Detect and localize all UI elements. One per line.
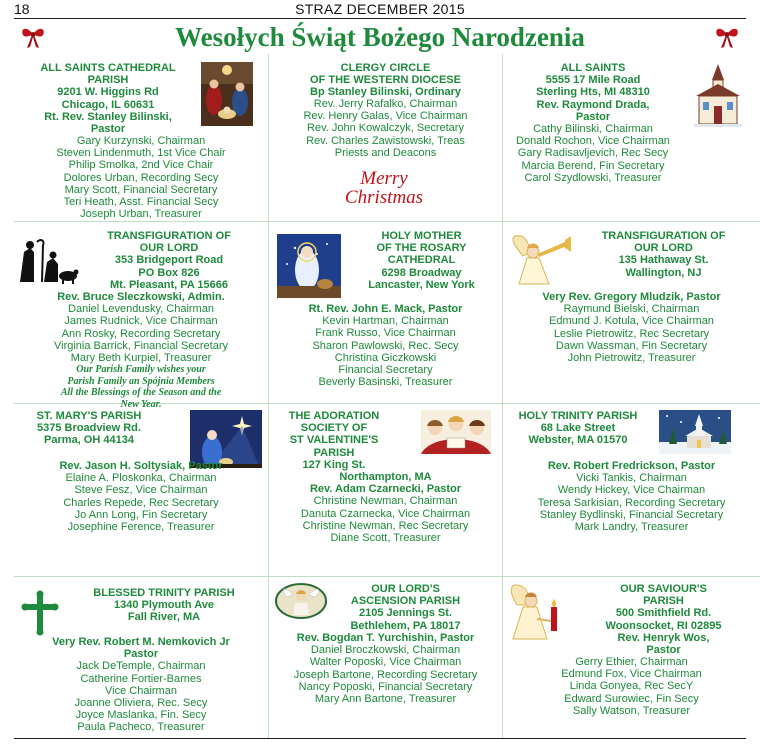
pastor-title: Pastor bbox=[123, 648, 159, 661]
pastor-name: Rev. Bogdan T. Yurchishin, Pastor bbox=[296, 632, 475, 644]
officer: Rev. Jerry Rafalko, Chairman bbox=[313, 98, 458, 110]
officer-list bbox=[14, 460, 268, 533]
officer-list bbox=[269, 471, 502, 544]
parish-card bbox=[269, 222, 502, 403]
parish-name: OF THE WESTERN DIOCESE bbox=[310, 74, 461, 87]
parish-city: Mt. Pleasant, PA 15666 bbox=[110, 278, 228, 291]
parish-header bbox=[309, 583, 502, 632]
nativity-painting bbox=[201, 62, 253, 126]
parish-card bbox=[269, 54, 502, 221]
officer: Paula Pacheco, Treasurer bbox=[77, 721, 205, 734]
parish-card bbox=[14, 404, 268, 576]
officer: Jack DeTemple, Chairman bbox=[76, 660, 206, 673]
officer: Joseph Urban, Treasurer bbox=[80, 208, 202, 221]
parish-city: Woonsocket, RI 02895 bbox=[605, 619, 722, 632]
parish-header bbox=[567, 230, 760, 279]
parish-name: ST. MARY'S PARISH bbox=[36, 410, 142, 422]
officer: Carol Szydlowski, Treasurer bbox=[524, 171, 662, 184]
officer-list bbox=[503, 291, 760, 364]
parish-name: TRANSFIGURATION OF bbox=[601, 230, 726, 242]
carolers-image bbox=[421, 410, 491, 454]
parish-name: HOLY TRINITY PARISH bbox=[518, 410, 638, 422]
footer-rule bbox=[14, 738, 746, 739]
officer: Jo Ann Long, Fin Secretary bbox=[74, 508, 208, 521]
officer: Philip Smolka, 2nd Vice Chair bbox=[68, 159, 214, 172]
parish-name: OF THE ROSARY bbox=[376, 242, 467, 255]
pastor-name: Rev. Raymond Drada, bbox=[536, 98, 650, 111]
officer: Rev. John Kowalczyk, Secretary bbox=[307, 122, 464, 135]
parish-name: ASCENSION PARISH bbox=[350, 595, 461, 608]
pastor-name: Rev. Bruce Sleczkowski, Admin. bbox=[57, 291, 225, 303]
officer: Mark Landry, Treasurer bbox=[574, 521, 689, 534]
pastor-name: Bp Stanley Bilinski, Ordinary bbox=[310, 86, 461, 99]
page-header bbox=[14, 0, 746, 18]
officer: Walter Poposki, Vice Chairman bbox=[309, 656, 462, 669]
officer: Virginia Barrick, Financial Secretary bbox=[53, 339, 229, 352]
officer: Teresa Sarkisian, Recording Secretary bbox=[537, 496, 726, 509]
officer-list bbox=[14, 135, 268, 220]
parish-name: OUR LORD bbox=[139, 242, 199, 255]
parish-header bbox=[269, 62, 502, 99]
parish-city: Sterling Hts, MI 48310 bbox=[536, 86, 650, 99]
shepherd-silhouette bbox=[18, 238, 78, 284]
officer: Leslie Pietrowitz, Rec Secretary bbox=[553, 327, 710, 340]
officer: Daniel Broczkowski, Chairman bbox=[310, 644, 461, 657]
greeting-line: Our Parish Family wishes your bbox=[76, 364, 206, 375]
parish-card bbox=[503, 54, 760, 221]
parish-header bbox=[341, 230, 502, 291]
officer: Marcia Berend, Fin Secretary bbox=[521, 159, 665, 172]
pastor-title: Pastor bbox=[646, 644, 681, 657]
officer: Nancy Poposki, Financial Secretary bbox=[298, 680, 473, 693]
officer: Dolores Urban, Recording Secy bbox=[63, 171, 219, 184]
greeting-line: Parish Family an Spójnia Members bbox=[67, 375, 215, 387]
officer: Raymund Bielski, Chairman bbox=[563, 303, 700, 316]
officer: Priests and Deacons bbox=[334, 146, 437, 159]
parish-header bbox=[60, 587, 268, 624]
officer: Gary Radisavljevich, Rec Secy bbox=[517, 147, 669, 160]
parish-name: OUR LORD'S bbox=[371, 583, 440, 595]
parish-name: THE ADORATION bbox=[288, 410, 380, 422]
parish-address: 1340 Plymouth Ave bbox=[113, 599, 215, 612]
parish-name: ALL SAINTS CATHEDRAL bbox=[40, 62, 176, 74]
parish-name: ALL SAINTS bbox=[560, 62, 626, 74]
parish-card bbox=[14, 222, 268, 410]
parish-address: 68 Lake Street bbox=[540, 422, 616, 435]
parish-card bbox=[503, 404, 760, 576]
officer: James Rudnick, Vice Chairman bbox=[64, 315, 218, 328]
bow-icon bbox=[714, 23, 740, 49]
officer: Joyce Maslanka, Fin. Secy bbox=[75, 709, 207, 722]
parish-city: Fall River, MA bbox=[127, 611, 201, 624]
parish-address: 500 Smithfield Rd. bbox=[615, 607, 712, 620]
officer: Mary Ann Bartone, Treasurer bbox=[314, 693, 457, 706]
officer: Daniel Levendusky, Chairman bbox=[68, 303, 214, 316]
parish-name: CATHEDRAL bbox=[387, 254, 456, 267]
banner-title: Wesołych Świąt Bożego Narodzenia bbox=[175, 22, 585, 52]
officer: Donald Rochon, Vice Chairman bbox=[516, 135, 670, 148]
officer: Rev. Charles Zawistowski, Treas bbox=[306, 134, 465, 147]
officer: Sharon Pawlowski, Rec. Secy bbox=[312, 339, 459, 352]
pastor-name: Rev. Adam Czarnecki, Pastor bbox=[309, 483, 461, 496]
officer: Gerry Ethier, Chairman bbox=[575, 656, 688, 668]
parish-city: Wallington, NJ bbox=[625, 266, 702, 279]
pastor-name: Rev. Jason H. Soltysiak, Pastor bbox=[59, 460, 223, 472]
parish-card bbox=[269, 404, 502, 576]
officer: Christine Newman, Chairman bbox=[313, 495, 458, 508]
officer: Edmund J. Kotula, Vice Chairman bbox=[549, 315, 714, 328]
greeting-line: New Year. bbox=[120, 398, 162, 410]
officer: Elaine A. Ploskonka, Chairman bbox=[65, 472, 217, 485]
parish-header bbox=[503, 62, 683, 123]
officer-list bbox=[503, 656, 760, 717]
officer: Edward Surowiec, Fin Secy bbox=[564, 692, 699, 705]
parish-card bbox=[14, 54, 268, 221]
parish-name: CLERGY CIRCLE bbox=[340, 62, 431, 74]
officer: Steven Lindenmuth, 1st Vice Chair bbox=[56, 147, 226, 160]
parish-address: 6298 Broadway bbox=[381, 266, 462, 279]
officer: Dawn Wassman, Fin Secretary bbox=[555, 339, 708, 352]
cross-icon bbox=[20, 591, 60, 635]
pastor-name: Very Rev. Gregory Mludzik, Pastor bbox=[542, 291, 721, 303]
parish-name: TRANSFIGURATION OF bbox=[107, 230, 231, 242]
parish-city: Parma, OH 44134 bbox=[44, 434, 134, 447]
officer: Charles Repede, Rec Secretary bbox=[63, 496, 219, 509]
merry-christmas-text bbox=[319, 169, 449, 207]
parish-name: PARISH bbox=[643, 595, 684, 608]
parish-grid bbox=[14, 54, 760, 739]
officer: Mary Beth Kurpiel, Treasurer bbox=[70, 352, 212, 365]
officer-list bbox=[269, 98, 502, 159]
officer: Beverly Basinski, Treasurer bbox=[318, 376, 453, 389]
parish-card bbox=[269, 577, 502, 739]
bow-icon bbox=[20, 23, 46, 49]
parish-address: 5375 Broadview Rd. bbox=[37, 422, 141, 435]
officer-list bbox=[14, 636, 268, 734]
officer: Sally Watson, Treasurer bbox=[573, 704, 690, 717]
officer: Edmund Fox, Vice Chairman bbox=[561, 668, 702, 681]
pastor-name: Rev. Henryk Wos, bbox=[617, 631, 710, 644]
officer: Kevin Hartman, Chairman bbox=[322, 315, 449, 328]
parish-city: Bethlehem, PA 18017 bbox=[350, 619, 461, 632]
parish-card bbox=[503, 222, 760, 403]
church-icon bbox=[690, 62, 746, 128]
officer: Cathy Bilinski, Chairman bbox=[533, 123, 653, 135]
winter-church-image bbox=[659, 410, 731, 454]
officer: Mary Scott, Financial Secretary bbox=[64, 183, 218, 196]
parish-header bbox=[503, 410, 653, 447]
officer: Vicki Tankis, Chairman bbox=[576, 472, 687, 485]
parish-name: PARISH bbox=[87, 74, 129, 87]
pastor-name: Rt. Rev. John E. Mack, Pastor bbox=[308, 303, 463, 315]
parish-name: BLESSED TRINITY PARISH bbox=[93, 587, 235, 599]
parish-header bbox=[14, 410, 164, 447]
parish-address: PO Box 826 bbox=[138, 266, 200, 279]
parish-city: Northampton, MA bbox=[339, 471, 432, 483]
pastor-title: Pastor bbox=[575, 110, 611, 123]
officer: John Pietrowitz, Treasurer bbox=[567, 352, 696, 365]
officer: Gary Kurzynski, Chairman bbox=[76, 135, 206, 147]
officer-list bbox=[269, 303, 502, 388]
parish-address: 9201 W. Higgins Rd bbox=[57, 86, 159, 99]
angel-candle-icon bbox=[507, 581, 571, 641]
greeting-line: All the Blessings of the Season and the bbox=[60, 387, 222, 398]
officer-list bbox=[503, 123, 683, 184]
officer: Teri Heath, Asst. Financial Secy bbox=[63, 196, 219, 209]
parish-city: Webster, MA 01570 bbox=[528, 434, 628, 447]
parish-address: 127 King St. bbox=[302, 458, 366, 471]
page-number: 18 bbox=[14, 1, 30, 17]
parish-city: Chicago, IL 60631 bbox=[61, 98, 155, 111]
officer: Financial Secretary bbox=[338, 364, 433, 377]
parish-header bbox=[14, 62, 202, 135]
officer: Steve Fesz, Vice Chairman bbox=[74, 484, 208, 497]
officer: Frank Russo, Vice Chairman bbox=[315, 327, 456, 340]
parish-address: 2105 Jennings St. bbox=[359, 607, 452, 620]
officer: Catherine Fortier-Barnes bbox=[80, 672, 202, 685]
parish-name: SOCIETY OF bbox=[300, 422, 368, 435]
parish-address: 5555 17 Mile Road bbox=[545, 74, 641, 87]
parish-name: ST VALENTINE'S bbox=[289, 434, 379, 447]
officer: Wendy Hickey, Vice Chairman bbox=[557, 484, 706, 497]
pastor-title: Pastor bbox=[90, 123, 126, 136]
officer: Diane Scott, Treasurer bbox=[330, 532, 441, 545]
officer: Stanley Bydlinski, Financial Secretary bbox=[539, 508, 724, 521]
officer: Linda Gonyea, Rec SecY bbox=[569, 680, 694, 693]
parish-header bbox=[70, 230, 268, 291]
officer-list bbox=[269, 632, 502, 705]
publication-title: STRAZ DECEMBER 2015 bbox=[295, 1, 465, 17]
parish-address: 353 Bridgeport Road bbox=[114, 254, 224, 267]
parish-card bbox=[503, 577, 760, 739]
officer-list bbox=[14, 291, 268, 364]
parish-name: OUR LORD bbox=[634, 242, 693, 255]
parish-name: OUR SAVIOUR'S bbox=[620, 583, 707, 595]
officer: Vice Chairman bbox=[105, 684, 177, 697]
officer: Ann Rosky, Recording Secretary bbox=[61, 327, 221, 340]
parish-header bbox=[269, 410, 399, 471]
pastor-name: Rt. Rev. Stanley Bilinski, bbox=[44, 110, 172, 123]
officer: Joanne Oliviera, Rec. Secy bbox=[74, 697, 208, 710]
parish-header bbox=[567, 583, 760, 656]
christmas-word: Christmas bbox=[344, 187, 424, 208]
parish-address: 135 Hathaway St. bbox=[618, 254, 709, 267]
banner bbox=[14, 20, 746, 52]
rosary-madonna-image bbox=[277, 234, 341, 298]
pastor-name: Rev. Robert Fredrickson, Pastor bbox=[547, 460, 716, 472]
officer: Christina Giczkowski bbox=[334, 351, 437, 364]
officer: Joseph Bartone, Recording Secretary bbox=[293, 668, 478, 681]
officer: Rev. Henry Galas, Vice Chairman bbox=[303, 110, 468, 123]
header-rule bbox=[14, 18, 746, 19]
parish-city: Lancaster, New York bbox=[368, 278, 475, 291]
pastor-name: Very Rev. Robert M. Nemkovich Jr bbox=[52, 636, 230, 648]
parish-card bbox=[14, 577, 268, 739]
parish-name: PARISH bbox=[313, 446, 355, 459]
angel-trumpet-icon bbox=[509, 232, 573, 286]
officer: Danuta Czarnecka, Vice Chairman bbox=[300, 507, 471, 520]
parish-name: HOLY MOTHER bbox=[381, 230, 462, 242]
officer: Josephine Ference, Treasurer bbox=[67, 521, 215, 534]
officer: Christine Newman, Rec Secretary bbox=[302, 519, 469, 532]
officer-list bbox=[503, 460, 760, 533]
merry-word: Merry bbox=[360, 168, 408, 189]
